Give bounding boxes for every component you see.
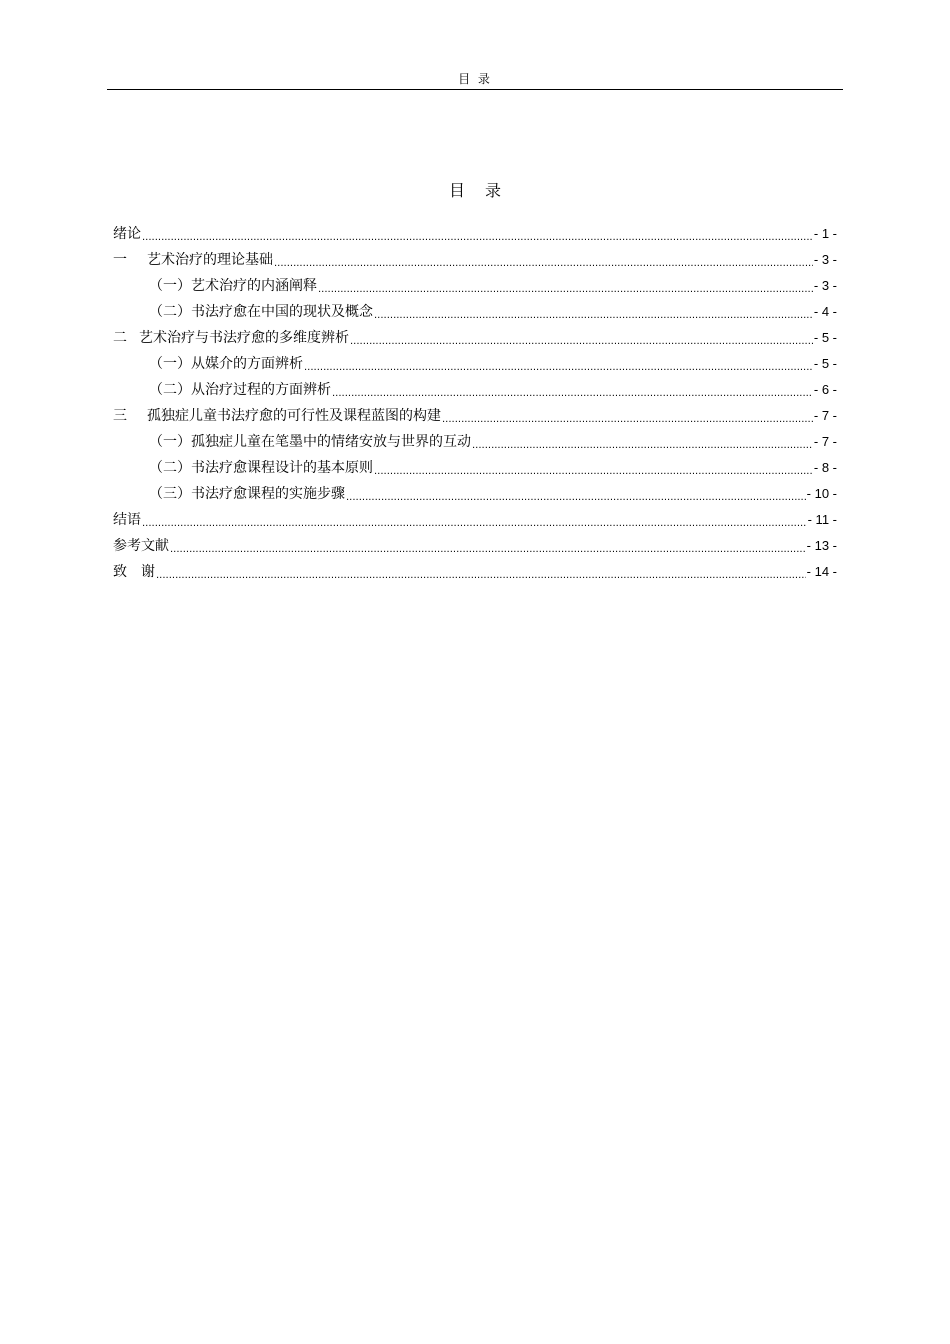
toc-entry-page: - 5 - xyxy=(813,356,837,371)
toc-dot-leader xyxy=(142,507,807,533)
toc-entry-section-1-2[interactable] xyxy=(113,299,837,325)
toc-entry-page: - 7 - xyxy=(813,408,837,423)
toc-dot-leader xyxy=(346,481,806,507)
toc-dot-leader xyxy=(304,351,813,377)
toc-entry-section-2-2[interactable] xyxy=(113,377,837,403)
toc-entry-label: 艺术治疗与书法疗愈的多维度辨析 xyxy=(139,330,349,346)
toc-entry-page: - 1 - xyxy=(813,226,837,241)
toc-title-right: 录 xyxy=(485,181,502,200)
toc-dot-leader xyxy=(318,273,813,299)
toc-dot-leader xyxy=(374,455,813,481)
toc-entry-label: （三）书法疗愈课程的实施步骤 xyxy=(149,486,345,502)
toc-entry-conclusion[interactable] xyxy=(113,507,837,533)
toc-entry-section-3-2[interactable] xyxy=(113,455,837,481)
toc-entry-label: 结语 xyxy=(113,512,141,528)
toc-entry-page: - 6 - xyxy=(813,382,837,397)
toc-dot-leader xyxy=(442,403,813,429)
toc-entry-label: （二）书法疗愈在中国的现状及概念 xyxy=(149,304,373,320)
toc-entry-label: （一）从媒介的方面辨析 xyxy=(149,356,303,372)
toc-entry-label: （二）书法疗愈课程设计的基本原则 xyxy=(149,460,373,476)
toc-entry-intro[interactable] xyxy=(113,221,837,247)
page-header: 目 录 xyxy=(458,72,492,86)
toc-entry-section-3-1[interactable] xyxy=(113,429,837,455)
toc-entry-page: - 11 - xyxy=(807,512,837,527)
toc-dot-leader xyxy=(472,429,813,455)
toc-entry-page: - 3 - xyxy=(813,252,837,267)
toc-entry-label: 艺术治疗的理论基础 xyxy=(147,252,273,268)
toc-entry-label: 参考文献 xyxy=(113,538,169,554)
toc-dot-leader xyxy=(156,559,806,585)
toc-dot-leader xyxy=(374,299,813,325)
toc-entry-page: - 7 - xyxy=(813,434,837,449)
toc-entry-section-1-1[interactable] xyxy=(113,273,837,299)
toc-entry-number: 三 xyxy=(113,408,127,424)
toc-entry-page: - 14 - xyxy=(806,564,837,579)
toc-entry-label: 孤独症儿童书法疗愈的可行性及课程蓝图的构建 xyxy=(147,408,441,424)
toc-entry-page: - 8 - xyxy=(813,460,837,475)
toc-title xyxy=(0,178,950,201)
toc-entry-section-3-3[interactable] xyxy=(113,481,837,507)
toc-entry-chapter-3[interactable] xyxy=(113,403,837,429)
toc-entry-number: 一 xyxy=(113,252,127,268)
toc-entry-number: 二 xyxy=(113,330,127,346)
toc-dot-leader xyxy=(170,533,806,559)
header-rule xyxy=(107,89,843,90)
toc-dot-leader xyxy=(142,221,813,247)
toc-entry-label: （一）艺术治疗的内涵阐释 xyxy=(149,278,317,294)
toc-entry-page: - 5 - xyxy=(813,330,837,345)
toc-entry-label: 致 谢 xyxy=(113,564,155,580)
toc-entry-page: - 4 - xyxy=(813,304,837,319)
toc-entry-section-2-1[interactable] xyxy=(113,351,837,377)
toc-entry-acknowledgements[interactable] xyxy=(113,559,837,585)
toc-entry-label: （一）孤独症儿童在笔墨中的情绪安放与世界的互动 xyxy=(149,434,471,450)
toc-entry-page: - 3 - xyxy=(813,278,837,293)
toc-entry-chapter-1[interactable] xyxy=(113,247,837,273)
toc-title-left: 目 xyxy=(448,181,465,200)
toc-entry-label: （二）从治疗过程的方面辨析 xyxy=(149,382,331,398)
toc-entry-page: - 13 - xyxy=(806,538,837,553)
toc-entry-page: - 10 - xyxy=(806,486,837,501)
toc-dot-leader xyxy=(274,247,813,273)
toc-list xyxy=(113,221,837,585)
toc-entry-label: 绪论 xyxy=(113,226,141,242)
toc-dot-leader xyxy=(350,325,813,351)
toc-entry-references[interactable] xyxy=(113,533,837,559)
toc-entry-chapter-2[interactable] xyxy=(113,325,837,351)
toc-dot-leader xyxy=(332,377,813,403)
